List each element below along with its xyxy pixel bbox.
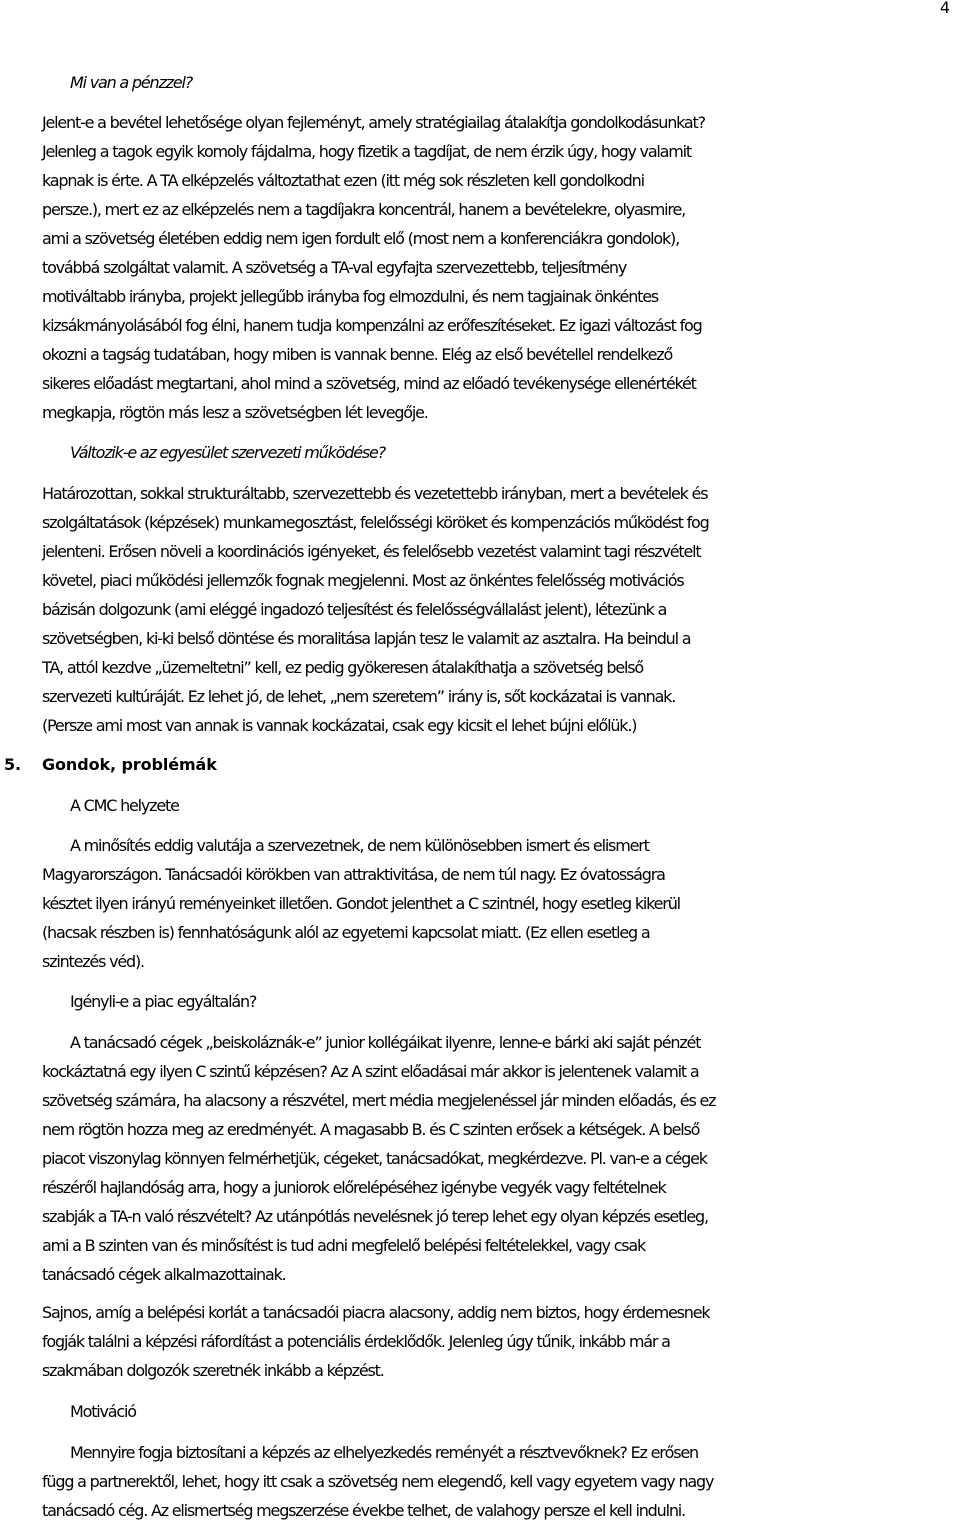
section-heading: Mi van a pénzzel? <box>70 73 193 92</box>
section-number: 5. <box>4 755 22 774</box>
paragraph <box>42 831 960 976</box>
text-line: jelenteni. Erősen növeli a koordinációs igényeket, és felelősebb vezetést valamint tagi részvételt <box>42 542 701 561</box>
text-line: szövetségben, ki-ki belső döntése és moralitása lapján tesz le valamit az asztalra. Ha beindul a <box>42 629 691 648</box>
subsection-motivation <box>42 1397 960 1426</box>
section-title: Gondok, problémák <box>42 755 217 774</box>
text-line: függ a partnerektől, lehet, hogy itt csak a szövetség nem elegendő, kell vagy egyetem vagy nagy <box>42 1472 714 1491</box>
text-line: Mennyire fogja biztosítani a képzés az elhelyezkedés reményét a résztvevőknek? Ez erősen <box>70 1443 698 1462</box>
text-line: nem rögtön hozza meg az eredményét. A magasabb B. és C szinten erősek a kétségek. A belső <box>42 1120 700 1139</box>
text-line: továbbá szolgáltat valamit. A szövetség a TA-val egyfajta szervezettebb, teljesítmény <box>42 258 627 277</box>
text-line: szolgáltatások (képzések) munkamegosztást, felelősségi köröket és kompenzációs működést fog <box>42 513 709 532</box>
text-line: ami a szövetség életében eddig nem igen fordult elő (most nem a konferenciákra gondolok), <box>42 229 679 248</box>
text-line: TA, attól kezdve „üzemeltetni” kell, ez pedig gyökeresen átalakíthatja a szövetség belső <box>42 658 643 677</box>
text-line: Magyarországon. Tanácsadói körökben van attraktivitása, de nem túl nagy. Ez óvatosságra <box>42 865 665 884</box>
section-organization <box>42 438 960 467</box>
text-line: szervezeti kultúráját. Ez lehet jó, de lehet, „nem szeretem” irány is, sőt kockázatai is vannak. <box>42 687 676 706</box>
paragraph <box>42 1028 960 1289</box>
text-line: szakmában dolgozók szeretnék inkább a képzést. <box>42 1361 384 1380</box>
text-line: A tanácsadó cégek „beiskoláznák-e” junior kollégáikat ilyenre, lenne-e bárki aki saját pénzét <box>70 1033 701 1052</box>
text-line: ami a B szinten van és minősítést is tud adni megfelelő belépési feltételekkel, vagy csak <box>42 1236 646 1255</box>
text-line: A minősítés eddig valutája a szervezetnek, de nem különösebben ismert és elismert <box>70 836 649 855</box>
text-line: Jelent-e a bevétel lehetősége olyan fejleményt, amely stratégiailag átalakítja gondolkodásunkat? <box>42 113 705 132</box>
text-line: persze.), mert ez az elképzelés nem a tagdíjakra koncentrál, hanem a bevételekre, olyasmire, <box>42 200 685 219</box>
subsection-heading: Igényli-e a piac egyáltalán? <box>70 992 257 1011</box>
text-line: fogják találni a képzési ráfordítást a potenciális érdeklődők. Jelenleg úgy tűnik, inkább már a <box>42 1332 670 1351</box>
text-line: Határozottan, sokkal strukturáltabb, szervezettebb és vezetettebb irányban, mert a bevételek és <box>42 484 708 503</box>
text-line: szabják a TA-n való részvételt? Az utánpótlás nevelésnek jó terep lehet egy olyan képzés esetleg, <box>42 1207 708 1226</box>
text-line: Jelenleg a tagok egyik komoly fájdalma, hogy fizetik a tagdíjat, de nem érzik úgy, hogy valamit <box>42 142 691 161</box>
subsection-heading: A CMC helyzete <box>70 796 179 815</box>
paragraph <box>42 108 960 427</box>
paragraph <box>42 1438 960 1525</box>
text-line: (hacsak részben is) fennhatóságunk alól az egyetemi kapcsolat miatt. (Ez ellen esetleg a <box>42 923 650 942</box>
text-line: piacot viszonylag könnyen felmérhetjük, cégeket, tanácsadókat, megkérdezve. Pl. van-e a cégek <box>42 1149 707 1168</box>
section-heading: Változik-e az egyesület szervezeti működése? <box>70 443 385 462</box>
numbered-section-title <box>4 750 217 779</box>
section-money <box>42 68 960 97</box>
text-line: szintezés véd). <box>42 952 144 971</box>
text-line: kockáztatná egy ilyen C szintű képzésen? Az A szint előadásai már akkor is jelentenek valamit a <box>42 1062 699 1081</box>
text-line: kizsákmányolásából fog élni, hanem tudja kompenzálni az erőfeszítéseket. Ez igazi változást fog <box>42 316 702 335</box>
text-line: okozni a tagság tudatában, hogy miben is vannak benne. Elég az első bevétellel rendelkező <box>42 345 673 364</box>
text-line: tanácsadó cég. Az elismertség megszerzése évekbe telhet, de valahogy persze el kell indulni. <box>42 1501 685 1520</box>
text-line: szövetség számára, ha alacsony a részvétel, mert média megjelenéssel jár minden előadás, és ez <box>42 1091 716 1110</box>
text-line: Sajnos, amíg a belépési korlát a tanácsadói piacra alacsony, addig nem biztos, hogy érdemesnek <box>42 1303 710 1322</box>
text-line: bázisán dolgozunk (ami eléggé ingadozó teljesítést és felelősségvállalást jelent), létezünk a <box>42 600 667 619</box>
text-line: sikeres előadást megtartani, ahol mind a szövetség, mind az előadó tevékenysége ellenértékét <box>42 374 696 393</box>
text-line: követel, piaci működési jellemzők fognak megjelenni. Most az önkéntes felelősség motivációs <box>42 571 684 590</box>
text-line: részéről hajlandóság arra, hogy a juniorok előrelépéséhez igénybe vegyék vagy feltételnek <box>42 1178 666 1197</box>
subsection-heading: Motiváció <box>70 1402 136 1421</box>
subsection-cmc <box>42 791 960 820</box>
text-line: (Persze ami most van annak is vannak kockázatai, csak egy kicsit el lehet bújni előlük.) <box>42 716 637 735</box>
paragraph <box>42 479 960 740</box>
paragraph <box>42 1298 960 1385</box>
text-line: megkapja, rögtön más lesz a szövetségben lét levegője. <box>42 403 428 422</box>
text-line: tanácsadó cégek alkalmazottainak. <box>42 1265 286 1284</box>
page-number: 4 <box>939 0 950 17</box>
text-line: késztet ilyen irányú reményeinket illetően. Gondot jelenthet a C szintnél, hogy esetleg kikerül <box>42 894 680 913</box>
subsection-market <box>42 987 960 1016</box>
text-line: motiváltabb irányba, projekt jellegűbb irányba fog elmozdulni, és nem tagjainak önkéntes <box>42 287 658 306</box>
text-line: kapnak is érte. A TA elképzelés változtathat ezen (itt még sok részleten kell gondolkodni <box>42 171 644 190</box>
